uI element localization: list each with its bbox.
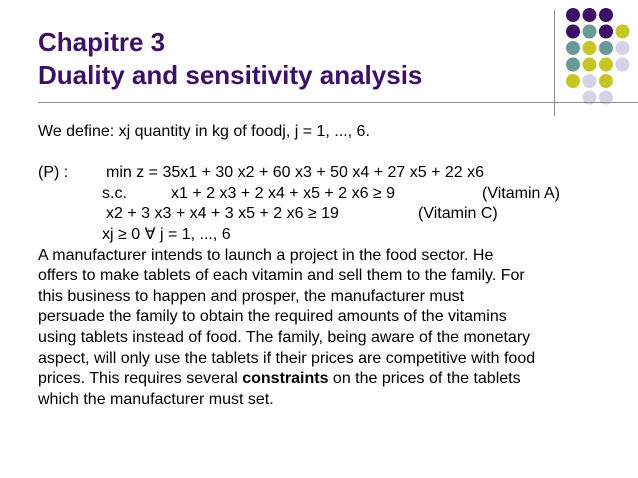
paragraph-line: aspect, will only use the tablets if their prices are competitive with food bbox=[38, 349, 536, 367]
problem-label: (P) : bbox=[38, 164, 69, 182]
decorative-dot bbox=[566, 58, 580, 72]
horizontal-divider bbox=[38, 102, 638, 103]
paragraph-line: A manufacturer intends to launch a project in the food sector. He bbox=[38, 246, 494, 264]
paragraph-line: offers to make tablets of each vitamin and sell them to the family. For bbox=[38, 267, 525, 285]
definition-text: We define: xj quantity in kg of foodj, j = 1, ..., 6. bbox=[38, 123, 370, 140]
decorative-dot bbox=[616, 25, 630, 39]
decorative-dot bbox=[599, 25, 613, 39]
decorative-dot bbox=[599, 74, 613, 88]
paragraph-line: using tablets instead of food. The family, being aware of the monetary bbox=[38, 328, 531, 346]
decorative-dot bbox=[616, 41, 630, 55]
decorative-dot bbox=[583, 8, 597, 22]
decorative-dot bbox=[599, 8, 613, 22]
title-line-2: Duality and sensitivity analysis bbox=[38, 60, 423, 90]
emphasis-constraints: constraints bbox=[242, 370, 329, 388]
definition-line bbox=[38, 122, 628, 143]
nonnegativity-text: xj ≥ 0 ∀ j = 1, ..., 6 bbox=[102, 225, 231, 243]
decorative-dot bbox=[616, 58, 630, 72]
decorative-dot bbox=[583, 74, 597, 88]
nonnegativity-line bbox=[38, 225, 628, 246]
paragraph-line: persuade the family to obtain the required amounts of the vitamins bbox=[38, 308, 507, 326]
decorative-dot bbox=[566, 25, 580, 39]
slide-title bbox=[38, 26, 422, 92]
constraint-line-1 bbox=[38, 184, 628, 205]
decorative-dot bbox=[583, 25, 597, 39]
slide-body bbox=[38, 122, 628, 410]
paragraph-text: on the prices of the tablets bbox=[328, 370, 521, 388]
constraint-line-2 bbox=[38, 204, 628, 225]
paragraph-text: prices. This requires several bbox=[38, 370, 243, 388]
decorative-dot bbox=[583, 41, 597, 55]
paragraph-line bbox=[38, 369, 628, 390]
vertical-divider bbox=[554, 10, 555, 116]
constraint-1-tag: (Vitamin A) bbox=[482, 184, 560, 202]
decorative-dot bbox=[566, 74, 580, 88]
subject-to-label: s.c. bbox=[102, 184, 127, 202]
decorative-dot bbox=[566, 8, 580, 22]
decorative-dot bbox=[599, 41, 613, 55]
constraint-2-text: x2 + 3 x3 + x4 + 3 x5 + 2 x6 ≥ 19 bbox=[106, 205, 339, 223]
title-line-1: Chapitre 3 bbox=[38, 27, 166, 57]
objective-line bbox=[38, 163, 628, 184]
decorative-dot bbox=[566, 41, 580, 55]
paragraph-line: this business to happen and prosper, the manufacturer must bbox=[38, 287, 465, 305]
objective-function: min z = 35x1 + 30 x2 + 60 x3 + 50 x4 + 27 x5 + 22 x6 bbox=[106, 164, 485, 182]
decorative-dot bbox=[583, 58, 597, 72]
constraint-2-tag: (Vitamin C) bbox=[418, 205, 498, 223]
decorative-dot bbox=[599, 58, 613, 72]
paragraph-line: which the manufacturer must set. bbox=[38, 390, 274, 408]
constraint-1-text: x1 + 2 x3 + 2 x4 + x5 + 2 x6 ≥ 9 bbox=[171, 184, 396, 202]
blank-line bbox=[38, 143, 628, 164]
